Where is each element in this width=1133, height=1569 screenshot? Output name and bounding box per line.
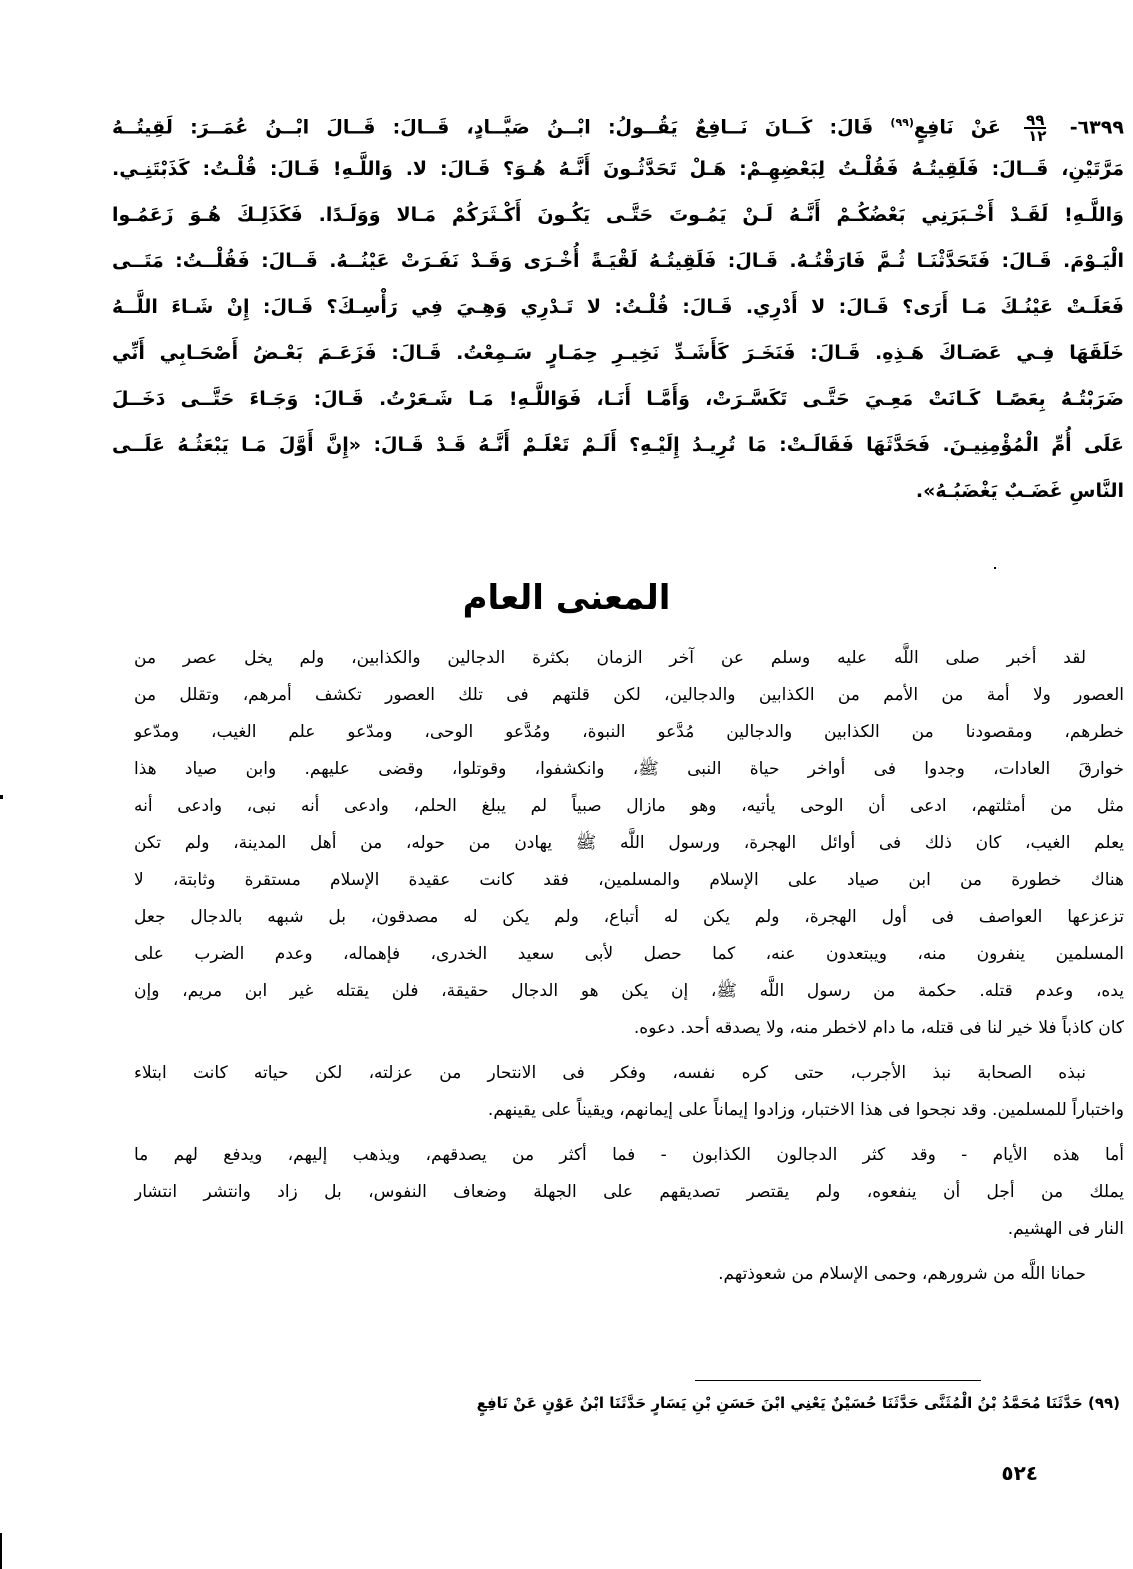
paragraph-line: خطرهم، ومقصودنا من الكذابين والدجالين مُدَّعو النبوة، ومُدَّعو الوحى، ومدّعو علم الغيب، ومدّعو [134, 722, 1124, 742]
paragraph [134, 1055, 1124, 1129]
paragraph-line: يده، وعدم قتله. حكمة من رسول اللَّه ﷺ، إن يكن هو الدجال حقيقة، فلن يقتله غير ابن مريم، وإن [134, 981, 1124, 1001]
hadith-fraction [1024, 110, 1047, 145]
paragraph [134, 640, 1124, 1047]
hadith-line-text: قَالَ: كَــانَ نَــافِعٌ يَقُــولُ: ابْــنُ صَيَّــادٍ، قَــالَ: قَــالَ ابْــنُ عُمَــرَ: لَقِيتُــهُ [112, 116, 874, 139]
hadith-line: ضَرَبْتُـهُ بِعَصًـا كَـانَتْ مَعِـيَ حَتَّـى تَكَسَّـرَتْ، وَأَمَّـا أَنَـا، فَوَاللَّـهِ! مَـا شَـعَرْتُ. قَـالَ: وَجَـاءَ حَتَّــى دَخَــلَ [112, 388, 1124, 410]
paragraph-line: أما هذه الأيام - وقد كثر الدجالون الكذابون - فما أكثر من يصدقهم، ويذهب إليهم، ويدفع لهم ما [134, 1145, 1124, 1165]
fraction-top: ٩٩ [1026, 110, 1045, 129]
hadith-number: ٦٣٩٩- [1069, 116, 1124, 139]
footnote-divider [695, 1380, 981, 1381]
hadith-narrator: عَنْ نَافِعٍ [913, 116, 1001, 139]
commentary-body [134, 640, 1124, 1293]
hadith-line: النَّاسِ غَضَـبٌ يَغْضَبُـهُ». [915, 480, 1124, 502]
footnote: (٩٩) حَدَّثَنَا مُحَمَّدُ بْنُ الْمُثَنَّى حَدَّثَنَا حُسَيْنٌ يَعْنِي ابْنَ حَسَنِ بْنِ يَسَارٍ حَدَّثَنَا ابْنُ عَوْنٍ عَنْ نَافِعٍ [476, 1394, 1120, 1412]
scan-speck [994, 567, 996, 569]
paragraph-line: واختباراً للمسلمين. وقد نجحوا فى هذا الاختبار، وزادوا إيماناً على إيمانهم، ويقيناً على يقينهم. [487, 1100, 1124, 1120]
hadith-line: مَرَّتَيْنِ، قَــالَ: فَلَقِيتُـهُ فَقُلْـتُ لِبَعْضِهِـمْ: هَـلْ تَحَدَّثُـونَ أَنَّـهُ هُـوَ؟ قَـالَ: لا. وَاللَّـهِ! قَـالَ: قُلْـتُ: كَذَبْتَنِـي. [112, 158, 1124, 180]
footnote-reference[interactable]: (٩٩) [890, 116, 914, 129]
paragraph-line: لقد أخبر صلى اللَّه عليه وسلم عن آخر الزمان بكثرة الدجالين والكذابين، ولم يخل عصر من [134, 648, 1086, 668]
paragraph-line: خوارقَ العادات، وجدوا فى أواخر حياة النبى ﷺ، وانكشفوا، وقوتلوا، وقضى عليهم. وابن صياد هذا [134, 759, 1124, 779]
paragraph-line: يعلم الغيب، كان ذلك فى أوائل الهجرة، ورسول اللَّه ﷺ يهادن من حوله، من أهل المدينة، ولم تكن [134, 833, 1124, 853]
paragraph [134, 1137, 1124, 1248]
paragraph-line: كان كاذباً فلا خير لنا فى قتله، ما دام لاخطر منه، ولا يصدقه أحد. دعوه. [633, 1018, 1124, 1038]
paragraph-line: هناك خطورة من ابن صياد على الإسلام والمسلمين، فقد كانت عقيدة الإسلام مستقرة وثابتة، لا [134, 870, 1124, 890]
hadith-line: عَلَى أُمِّ الْمُؤْمِنِيـنَ. فَحَدَّثَهَا فَقَالَـتْ: مَا تُرِيـدُ إِلَيْـهِ؟ أَلَـمْ تَعْلَـمْ أَنَّـهُ قَـدْ قَـالَ: «إِنَّ أَوَّلَ مَـا يَبْعَثُـهُ عَلَــى [112, 434, 1124, 456]
paragraph-line: تزعزعها العواصف فى أول الهجرة، ولم يكن له أتباع، ولم يكن له مصدقون، بل شبهه بالدجال جعل [134, 907, 1124, 927]
scan-margin-mark [0, 795, 3, 799]
paragraph-line: حمانا اللَّه من شرورهم، وحمى الإسلام من شعوذتهم. [718, 1264, 1086, 1284]
paragraph-line: العصور ولا أمة من الأمم من الكذابين والدجالين، لكن قلتهم فى تلك العصور تكشف أمرهم، وتقلل من [134, 685, 1124, 705]
section-heading: المعنى العام [462, 578, 671, 618]
hadith-line: خَلَقَهَا فِـي عَصَـاكَ هَـذِهِ. قَـالَ: فَنَخَـرَ كَأَشَـدِّ نَخِيـرِ حِمَـارٍ سَـمِعْتُ. قَـالَ: فَزَعَـمَ بَعْـضُ أَصْحَـابِي أَنِّي [112, 342, 1124, 364]
hadith-line: فَعَلَـتْ عَيْنُـكَ مَـا أَرَى؟ قَـالَ: لا أَدْرِي. قَـالَ: قُلْـتُ: لا تَـدْرِي وَهِـيَ فِي رَأْسِـكَ؟ قَـالَ: إِنْ شَـاءَ اللَّــهُ [112, 296, 1124, 318]
hadith-line [112, 100, 1124, 146]
paragraph-line: المسلمين ينفرون منه، ويبتعدون عنه، كما حصل لأبى سعيد الخدرى، فإهماله، وعدم الضرب على [134, 944, 1124, 964]
paragraph-line: يملك من أجل أن ينفعوه، ولم يقتصر تصديقهم على الجهلة وضعاف النفوس، بل زاد وانتشر انتشار [134, 1182, 1124, 1202]
paragraph-line: النار فى الهشيم. [1007, 1219, 1124, 1239]
scan-margin-mark [0, 1533, 2, 1569]
paragraph-line: نبذه الصحابة نبذ الأجرب، حتى كره نفسه، وفكر فى الانتحار من عزلته، لكن حياته كانت ابتلاء [134, 1063, 1086, 1083]
hadith-line: الْيَـوْمَ. قَـالَ: فَتَحَدَّثْنَـا ثُـمَّ فَارَقْتُـهُ. قَـالَ: فَلَقِيتُـهُ لَقْيَـةً أُخْـرَى وَقَـدْ نَفَـرَتْ عَيْنُــهُ. قَــالَ: فَقُلْــتُ: مَتَــى [112, 250, 1124, 272]
paragraph [134, 1256, 1124, 1293]
hadith-line: وَاللَّـهِ! لَقَـدْ أَخْـبَرَنِي بَعْضُكُـمْ أَنَّـهُ لَـنْ يَمُـوتَ حَتَّـى يَكُـونَ أَكْـثَرَكُمْ مَـالا وَوَلَـدًا. فَكَذَلِـكَ هُـوَ زَعَمُـوا [112, 204, 1124, 226]
page-number: ٥٢٤ [1001, 1461, 1038, 1485]
paragraph-line: مثل من أمثلتهم، ادعى أن الوحى يأتيه، وهو مازال صبياً لم يبلغ الحلم، وادعى أنه نبى، وادعى أنه [134, 796, 1124, 816]
fraction-bottom: ١٢ [1028, 126, 1047, 145]
hadith-text [112, 100, 1124, 514]
